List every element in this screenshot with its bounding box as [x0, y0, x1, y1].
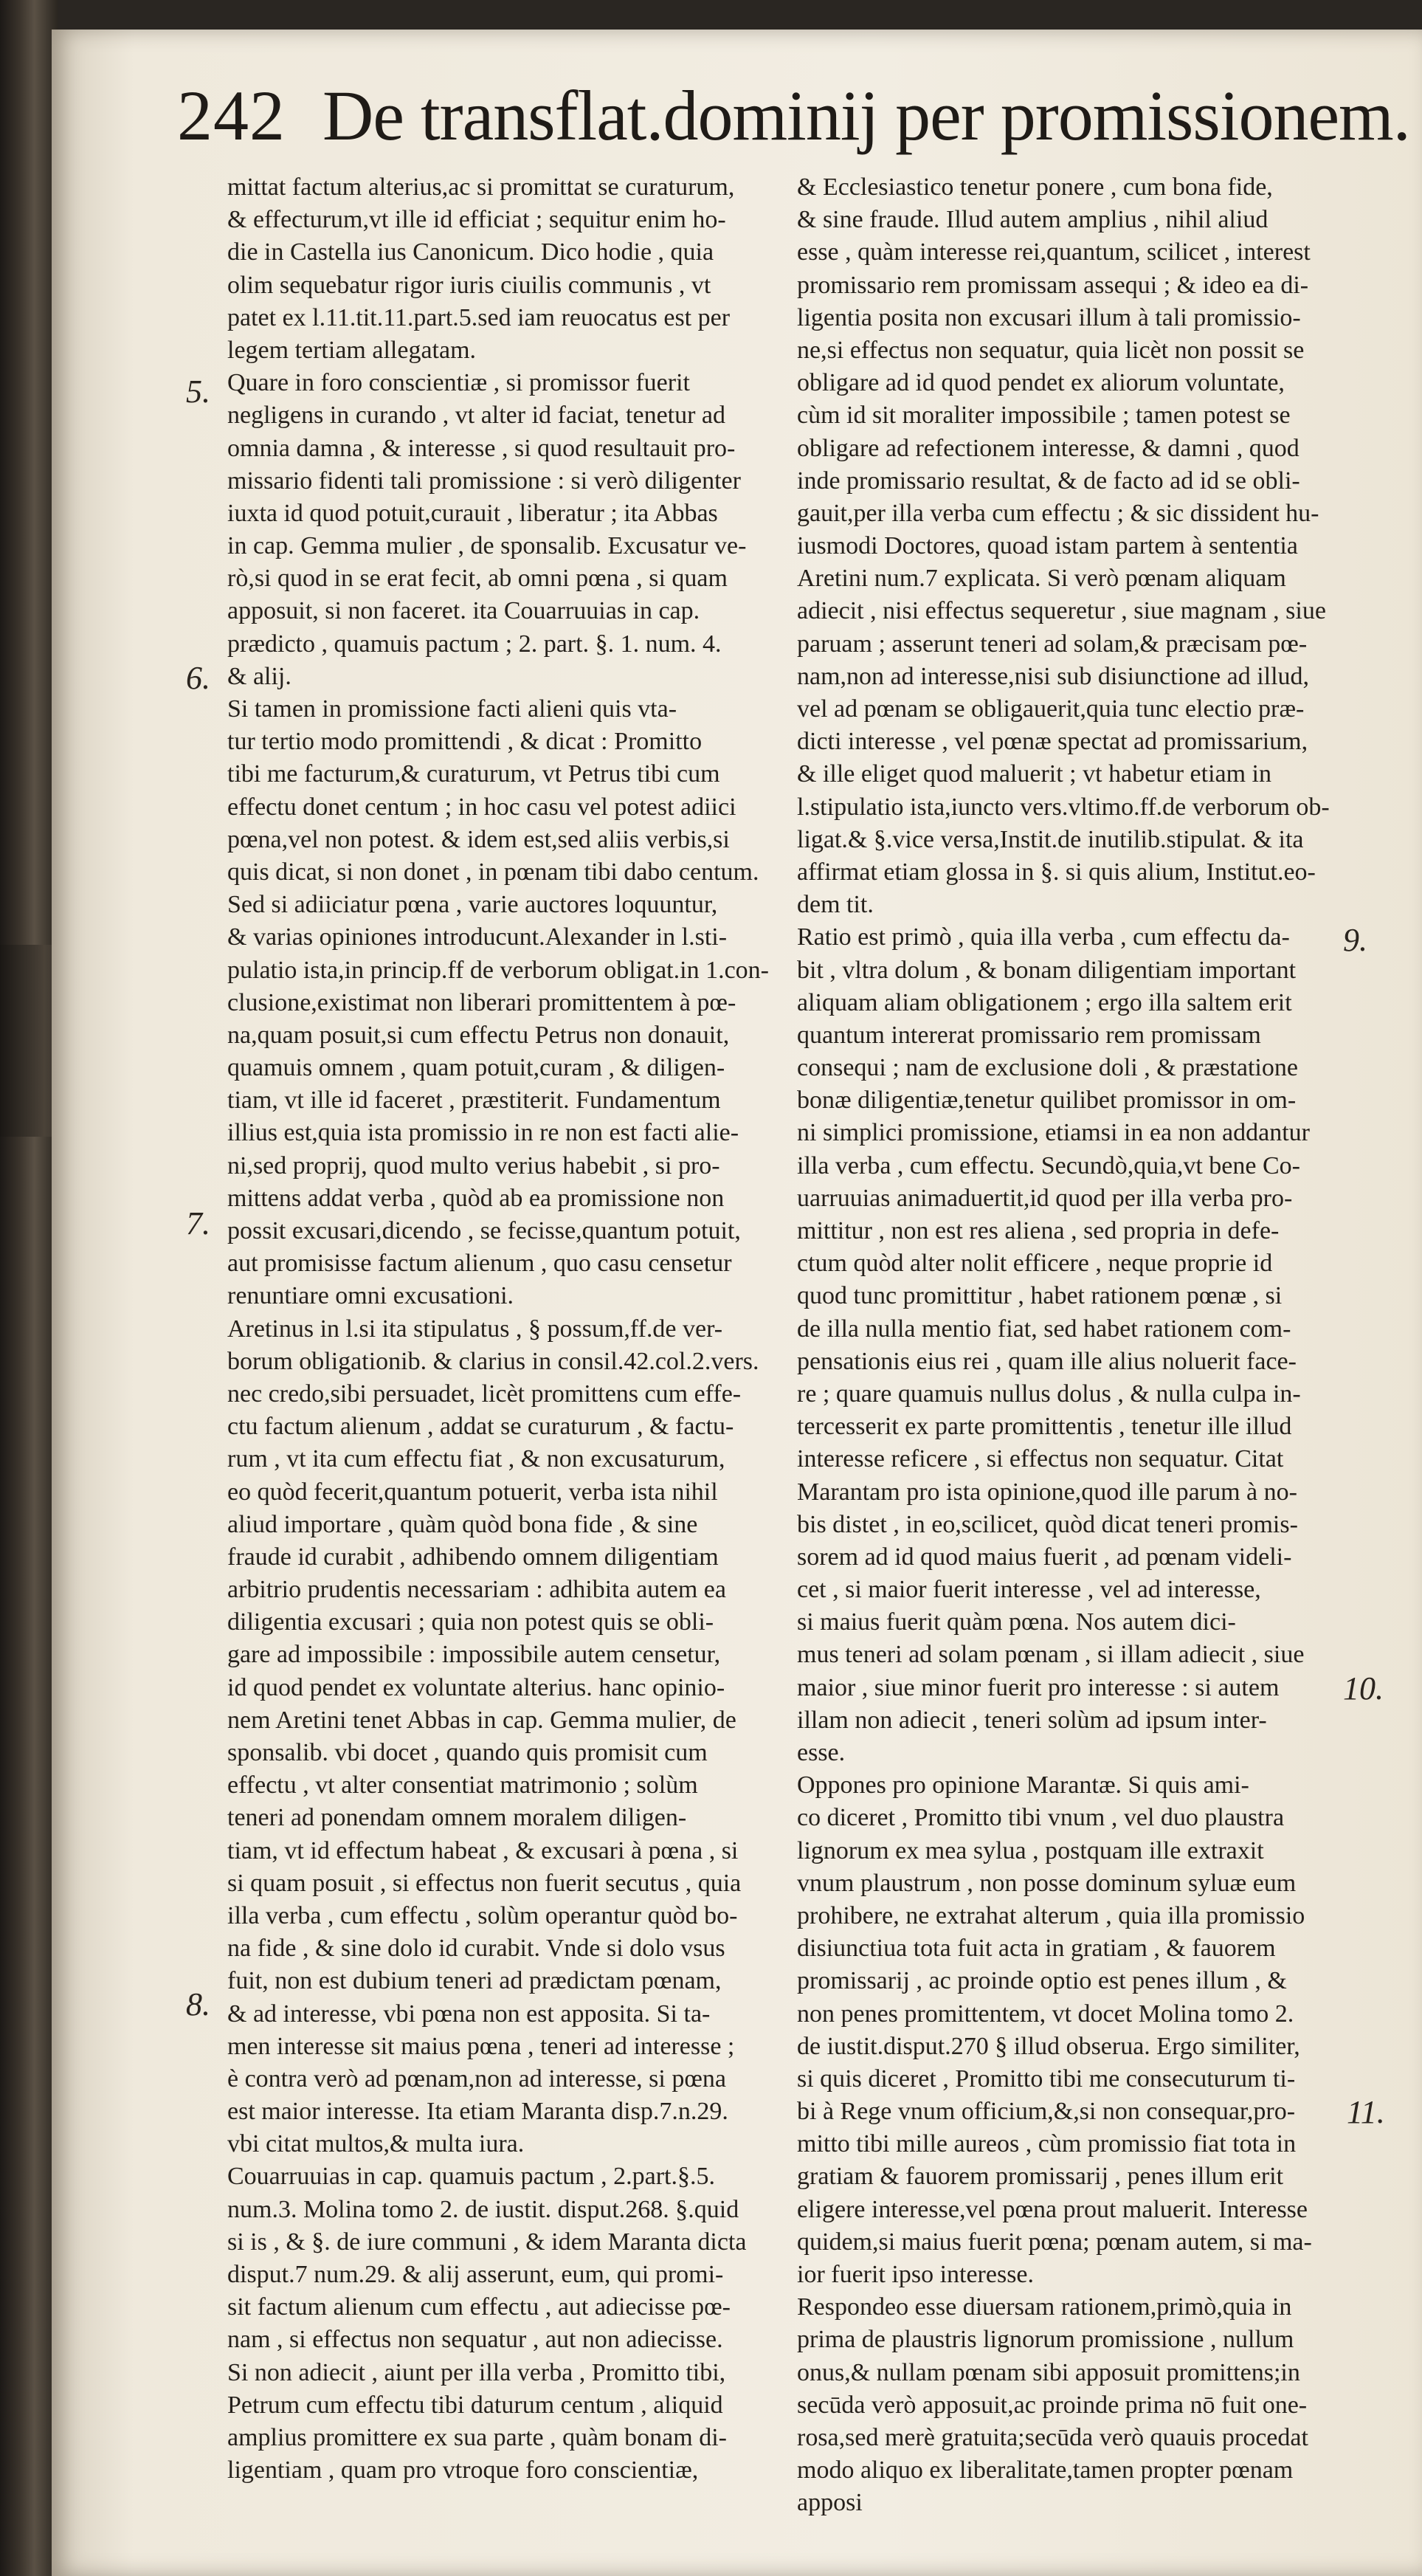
text-line: disput.7 num.29. & alij asserunt, eum, qui promi-: [227, 2261, 724, 2288]
text-line: ni,sed proprij, quod multo verius habebit , si pro-: [227, 1151, 720, 1179]
text-line: è contra verò ad pœnam,non ad interesse, si pœna: [227, 2064, 726, 2093]
text-line: pulatio ista,in princip.ff de verborum obligat.in 1.con-: [227, 956, 769, 984]
text-line: effectu donet centum ; in hoc casu vel potest adiici: [227, 793, 736, 821]
text-line: eo quòd fecerit,quantum potuerit, verba ista nihil: [227, 1478, 718, 1506]
text-line: diligentia excusari ; quia non potest quis se obli-: [227, 1608, 714, 1636]
text-line: prohibere, ne extrahat alterum , quia illa promissio: [797, 1901, 1305, 1929]
text-line: negligens in curando , vt alter id faciat, tenetur ad: [227, 402, 726, 430]
text-line: Petrum cum effectu tibi daturum centum , aliquid: [227, 2391, 723, 2419]
text-line: rò,si quod in se erat fecit, ab omni pœna , si quam: [227, 565, 728, 593]
text-line: mittens addat verba , quòd ab ea promissione non: [227, 1184, 725, 1212]
text-line: legem tertiam allegatam.: [227, 336, 477, 364]
text-line: mittitur , non est res aliena , sed propria in defe-: [797, 1217, 1280, 1244]
text-line: fuit, non est dubium teneri ad prædictam pœnam,: [227, 1967, 722, 1995]
text-line: Couarruuias in cap. quamuis pactum , 2.part.§.5.: [227, 2163, 715, 2191]
text-line: Marantam pro ista opinione,quod ille parum à no-: [797, 1478, 1297, 1506]
text-line: consequi ; nam de exclusione doli , & præstatione: [797, 1054, 1298, 1082]
text-line: interesse reficere , si effectus non sequatur. Citat: [797, 1445, 1284, 1473]
text-line: obligare ad id quod pendet ex aliorum voluntate,: [797, 369, 1285, 397]
right-text-column: [797, 171, 1339, 2517]
text-line: vel ad pœnam se obligauerit,quia tunc electio præ-: [797, 695, 1305, 723]
text-line: tercesserit ex parte promittentis , tenetur ille illud: [797, 1413, 1292, 1441]
text-line: missario fidenti tali promissione : si verò diligenter: [227, 466, 741, 495]
text-line: obligare ad refectionem interesse, & damni , quod: [797, 434, 1300, 462]
text-line: uarruuias animaduertit,id quod per illa verba pro-: [797, 1184, 1293, 1212]
text-line: Sed si adiiciatur pœna , varie auctores loquuntur,: [227, 891, 718, 919]
text-line: tur tertio modo promittendi , & dicat : Promitto: [227, 728, 703, 756]
text-line: dicti interesse , vel pœnæ spectat ad promissarium,: [797, 728, 1308, 756]
text-line: aut promisisse factum alienum , quo casu censetur: [227, 1250, 732, 1278]
margin-number-7: 7.: [186, 1205, 210, 1241]
text-line: lignorum ex mea sylua , postquam ille extraxit: [797, 1836, 1264, 1864]
text-line: prædicto , quamuis pactum ; 2. part. §. 1. num. 4.: [227, 630, 722, 658]
text-line: Ratio est primò , quia illa verba , cum effectu da-: [797, 923, 1290, 951]
text-line: si is , & §. de iure communi , & idem Maranta dicta: [227, 2228, 747, 2256]
margin-number-6: 6.: [186, 660, 210, 696]
text-line: onus,& nullam pœnam sibi apposuit promittens;in: [797, 2358, 1300, 2386]
text-line: ligentia posita non excusari illum à tali promissio-: [797, 303, 1301, 331]
text-line: & ille eliget quod maluerit ; vt habetur etiam in: [797, 760, 1271, 788]
text-line: gratiam & fauorem promissarij , penes illum erit: [797, 2163, 1284, 2191]
text-line: na,quam posuit,si cum effectu Petrus non donauit,: [227, 1021, 730, 1049]
text-line: bis distet , in eo,scilicet, quòd dicat teneri promis-: [797, 1510, 1298, 1538]
text-line: iuxta id quod potuit,curauit , liberatur ; ita Abbas: [227, 499, 718, 527]
text-line: modo aliquo ex liberalitate,tamen propter pœnam: [797, 2456, 1294, 2484]
text-line: esse , quàm interesse rei,quantum, scilicet , interest: [797, 238, 1311, 266]
text-line: non penes promittentem, vt docet Molina tomo 2.: [797, 2000, 1294, 2028]
text-line: est maior interesse. Ita etiam Maranta disp.7.n.29.: [227, 2098, 728, 2126]
text-line: clusione,existimat non liberari promittentem à pœ-: [227, 988, 736, 1016]
text-line: vbi citat multos,& multa iura.: [227, 2130, 525, 2158]
text-line: ni simplici promissione, etiamsi in ea non addantur: [797, 1119, 1310, 1147]
text-line: prima de plaustris lignorum promissione , nullum: [797, 2326, 1294, 2354]
text-line: tibi me facturum,& curaturum, vt Petrus tibi cum: [227, 760, 720, 788]
text-line: si maius fuerit quàm pœna. Nos autem dici-: [797, 1608, 1236, 1636]
text-line: affirmat etiam glossa in §. si quis alium, Institut.eo-: [797, 858, 1316, 886]
text-line: iusmodi Doctores, quoad istam partem à sententia: [797, 532, 1298, 560]
text-line: num.3. Molina tomo 2. de iustit. disput.268. §.quid: [227, 2195, 739, 2223]
text-line: secūda verò apposuit,ac proinde prima nō fuit one-: [797, 2391, 1308, 2419]
text-line: sponsalib. vbi docet , quando quis promisit cum: [227, 1739, 708, 1766]
text-line: & effecturum,vt ille id efficiat ; sequitur enim ho-: [227, 206, 726, 234]
text-line: esse.: [797, 1739, 846, 1766]
text-line: mitto tibi mille aureos , cùm promissio fiat tota in: [797, 2130, 1297, 2158]
text-line: & Ecclesiastico tenetur ponere , cum bona fide,: [797, 173, 1273, 201]
text-line: apposi: [797, 2489, 863, 2517]
text-line: ligentiam , quam pro vtroque foro conscientiæ,: [227, 2456, 699, 2484]
text-line: illam non adiecit , teneri solùm ad ipsum inter-: [797, 1706, 1267, 1734]
text-line: inde promissario resultat, & de facto ad id se obli-: [797, 466, 1300, 495]
text-line: mittat factum alterius,ac si promittat se curaturum,: [227, 173, 735, 201]
text-line: & ad interesse, vbi pœna non est apposita. Si ta-: [227, 2000, 711, 2028]
text-line: teneri ad ponendam omnem moralem diligen-: [227, 1804, 687, 1832]
text-line: men interesse sit maius pœna , teneri ad interesse ;: [227, 2032, 735, 2060]
text-line: paruam ; asserunt teneri ad solam,& præcisam pœ-: [797, 630, 1308, 658]
text-line: illius est,quia ista promissio in re non est facti alie-: [227, 1119, 739, 1147]
text-line: quantum intererat promissario rem promissam: [797, 1021, 1261, 1049]
text-line: die in Castella ius Canonicum. Dico hodie , quia: [227, 238, 714, 266]
text-line: nam,non ad interesse,nisi sub disiunctione ad illud,: [797, 662, 1310, 690]
text-line: si quis diceret , Promitto tibi me consecuturum ti-: [797, 2064, 1296, 2093]
text-line: pœna,vel non potest. & idem est,sed aliis verbis,si: [227, 825, 730, 853]
text-line: dem tit.: [797, 891, 874, 919]
text-line: aliud importare , quàm quòd bona fide , & sine: [227, 1510, 698, 1538]
text-line: si quam posuit , si effectus non fuerit secutus , quia: [227, 1869, 742, 1897]
text-line: quamuis omnem , quam potuit,curam , & diligen-: [227, 1054, 725, 1082]
text-line: promissarij , ac proinde optio est penes illum , &: [797, 1967, 1287, 1995]
text-line: na fide , & sine dolo id curabit. Vnde si dolo vsus: [227, 1935, 725, 1963]
text-line: eligere interesse,vel pœna prout maluerit. Interesse: [797, 2195, 1308, 2223]
text-line: aliquam aliam obligationem ; ergo illa saltem erit: [797, 988, 1292, 1016]
text-line: maior , siue minor fuerit pro interesse : si autem: [797, 1673, 1280, 1701]
text-line: & sine fraude. Illud autem amplius , nihil aliud: [797, 206, 1269, 234]
text-line: rum , vt ita cum effectu fiat , & non excusaturum,: [227, 1445, 725, 1473]
text-line: bit , vltra dolum , & bonam diligentiam important: [797, 956, 1297, 984]
text-line: illa verba , cum effectu. Secundò,quia,vt bene Co-: [797, 1151, 1300, 1179]
text-line: olim sequebatur rigor iuris ciuilis communis , vt: [227, 271, 711, 299]
text-line: sorem ad id quod maius fuerit , ad pœnam videli-: [797, 1543, 1292, 1571]
margin-number-8: 8.: [186, 1986, 210, 2022]
text-line: amplius promittere ex sua parte , quàm bonam di-: [227, 2423, 727, 2451]
text-line: bonæ diligentiæ,tenetur quilibet promissor in om-: [797, 1086, 1297, 1115]
text-line: de illa nulla mentio fiat, sed habet rationem com-: [797, 1315, 1291, 1343]
text-line: nem Aretini tenet Abbas in cap. Gemma mulier, de: [227, 1706, 736, 1734]
book-binding: [0, 0, 58, 2576]
text-line: & alij.: [227, 662, 291, 690]
text-line: co diceret , Promitto tibi vnum , vel duo plaustra: [797, 1804, 1285, 1832]
text-line: gauit,per illa verba cum effectu ; & sic dissident hu-: [797, 499, 1319, 527]
text-line: Aretini num.7 explicata. Si verò pœnam aliquam: [797, 565, 1286, 593]
text-line: ligat.& §.vice versa,Instit.de inutilib.stipulat. & ita: [797, 825, 1304, 853]
text-line: cet , si maior fuerit interesse , vel ad interesse,: [797, 1576, 1261, 1604]
text-line: sit factum alienum cum effectu , aut adiecisse pœ-: [227, 2293, 731, 2321]
text-line: disiunctiua tota fuit acta in gratiam , & fauorem: [797, 1935, 1276, 1963]
text-line: renuntiare omni excusationi.: [227, 1282, 514, 1310]
text-line: promissario rem promissam assequi ; & ideo ea di-: [797, 271, 1309, 299]
text-line: adiecit , nisi effectus sequeretur , siue magnam , siue: [797, 597, 1326, 625]
text-line: l.stipulatio ista,iuncto vers.vltimo.ff.de verborum ob-: [797, 793, 1330, 821]
text-line: in cap. Gemma mulier , de sponsalib. Excusatur ve-: [227, 532, 747, 560]
text-line: ior fuerit ipso interesse.: [797, 2261, 1035, 2288]
page-number: 242: [177, 76, 286, 155]
text-line: ne,si effectus non sequatur, quia licèt non possit se: [797, 336, 1305, 364]
text-line: tiam, vt ille id faceret , præstiterit. Fundamentum: [227, 1086, 721, 1115]
text-line: Respondeo esse diuersam rationem,primò,quia in: [797, 2293, 1292, 2321]
text-line: Si non adiecit , aiunt per illa verba , Promitto tibi,: [227, 2358, 726, 2386]
text-line: fraude id curabit , adhibendo omnem diligentiam: [227, 1543, 719, 1571]
left-text-column: [227, 171, 787, 2482]
text-line: quis dicat, si non donet , in pœnam tibi dabo centum.: [227, 858, 759, 886]
text-line: effectu , vt alter consentiat matrimonio ; solùm: [227, 1771, 698, 1800]
text-line: pensationis eius rei , quam ille alius noluerit face-: [797, 1347, 1297, 1375]
text-line: quod tunc promittitur , habet rationem pœnæ , si: [797, 1282, 1283, 1310]
page-header: [177, 68, 1410, 164]
margin-number-9: 9.: [1343, 922, 1367, 958]
text-line: arbitrio prudentis necessariam : adhibita autem ea: [227, 1576, 726, 1604]
text-line: cùm id sit moraliter impossibile ; tamen potest se: [797, 402, 1291, 430]
text-line: Aretinus in l.si ita stipulatus , § possum,ff.de ver-: [227, 1315, 723, 1343]
text-line: vnum plaustrum , non posse dominum syluæ eum: [797, 1869, 1297, 1897]
text-line: borum obligationib. & clarius in consil.42.col.2.vers.: [227, 1347, 759, 1375]
text-line: Si tamen in promissione facti alieni quis vta-: [227, 695, 677, 723]
text-line: quidem,si maius fuerit pœna; pœnam autem, si ma-: [797, 2228, 1312, 2256]
text-line: apposuit, si non faceret. ita Couarruuias in cap.: [227, 597, 700, 625]
text-line: gare ad impossibile : impossibile autem censetur,: [227, 1641, 721, 1669]
text-line: illa verba , cum effectu , solùm operantur quòd bo-: [227, 1901, 738, 1929]
text-line: patet ex l.11.tit.11.part.5.sed iam reuocatus est per: [227, 303, 731, 331]
text-line: mus teneri ad solam pœnam , si illam adiecit , siue: [797, 1641, 1305, 1669]
text-line: Quare in foro conscientiæ , si promissor fuerit: [227, 369, 690, 397]
text-line: Oppones pro opinione Marantæ. Si quis ami-: [797, 1771, 1249, 1800]
text-line: ctu factum alienum , addat se curaturum , & factu-: [227, 1413, 734, 1441]
text-line: de iustit.disput.270 § illud obserua. Ergo similiter,: [797, 2032, 1300, 2060]
text-line: possit excusari,dicendo , se fecisse,quantum potuit,: [227, 1217, 741, 1244]
text-line: bi à Rege vnum officium,&,si non consequar,pro-: [797, 2098, 1296, 2126]
text-line: id quod pendet ex voluntate alterius. hanc opinio-: [227, 1673, 725, 1701]
text-line: tiam, vt id effectum habeat , & excusari à pœna , si: [227, 1836, 739, 1864]
margin-number-5: 5.: [186, 373, 210, 410]
running-title: De transflat.dominij per promissionem.: [322, 76, 1410, 155]
text-line: re ; quare quamuis nullus dolus , & nulla culpa in-: [797, 1380, 1301, 1408]
text-line: nec credo,sibi persuadet, licèt promittens cum effe-: [227, 1380, 742, 1408]
text-line: rosa,sed merè gratuita;secūda verò quauis procedat: [797, 2423, 1308, 2451]
margin-number-11: 11.: [1347, 2094, 1385, 2130]
text-line: omnia damna , & interesse , si quod resultauit pro-: [227, 434, 736, 462]
text-line: ctum quòd alter nolit efficere , neque proprie id: [797, 1250, 1273, 1278]
margin-number-10: 10.: [1343, 1670, 1384, 1707]
text-line: & varias opiniones introducunt.Alexander in l.sti-: [227, 923, 728, 951]
text-line: nam , si effectus non sequatur , aut non adiecisse.: [227, 2326, 723, 2354]
